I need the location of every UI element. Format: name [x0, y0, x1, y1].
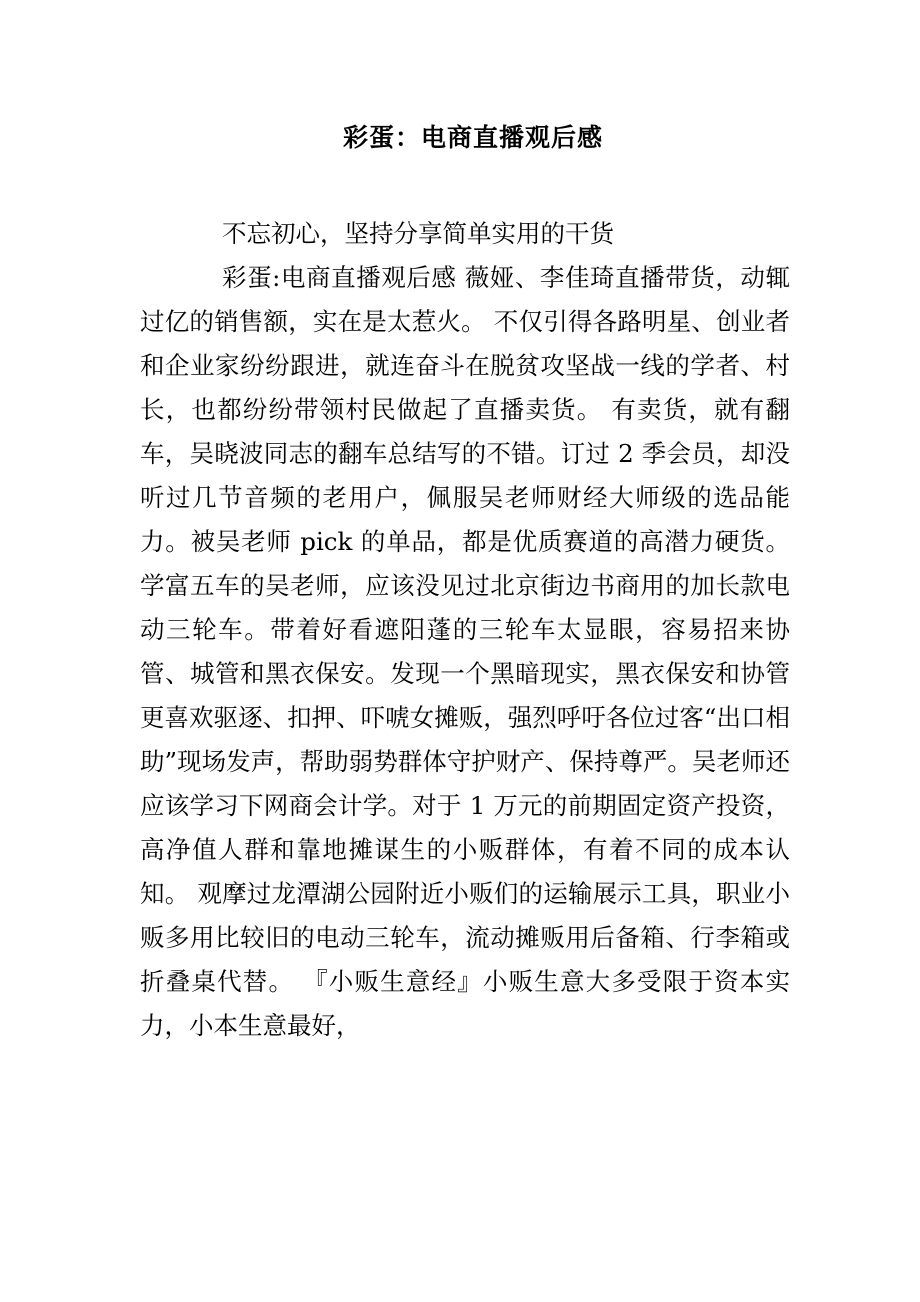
intro-paragraph: 不忘初心，坚持分享简单实用的干货	[222, 219, 614, 248]
document-body	[140, 212, 790, 1048]
main-paragraph: 彩蛋:电商直播观后感 薇娅、李佳琦直播带货，动辄过亿的销售额，实在是太惹火。 不仅引得各路明星、创业者和企业家纷纷跟进，就连奋斗在脱贫攻坚战一线的学者、村长，也都纷纷带领村民做起了直播卖货。 有卖货，就有翻车，吴晓波同志的翻车总结写的不错。订过 2 季会员，却没听过几节音频的老用户，佩服吴老师财经大师级的选品能力。被吴老师 pick 的单品，都是优质赛道的高潜力硬货。 学富五车的吴老师，应该没见过北京街边书商用的加长款电动三轮车。带着好看遮阳蓬的三轮车太显眼，容易招来协管、城管和黑衣保安。发现一个黑暗现实，黑衣保安和协管更喜欢驱逐、扣押、吓唬女摊贩，强烈呼吁各位过客“出口相助”现场发声，帮助弱势群体守护财产、保持尊严。吴老师还应该学习下网商会计学。对于 1 万元的前期固定资产投资，高净值人群和靠地摊谋生的小贩群体，有着不同的成本认知。 观摩过龙潭湖公园附近小贩们的运输展示工具，职业小贩多用比较旧的电动三轮车，流动摊贩用后备箱、行李箱或折叠桌代替。 『小贩生意经』小贩生意大多受限于资本实力，小本生意最好，	[140, 263, 790, 1040]
document-title: 彩蛋：电商直播观后感	[342, 123, 603, 152]
